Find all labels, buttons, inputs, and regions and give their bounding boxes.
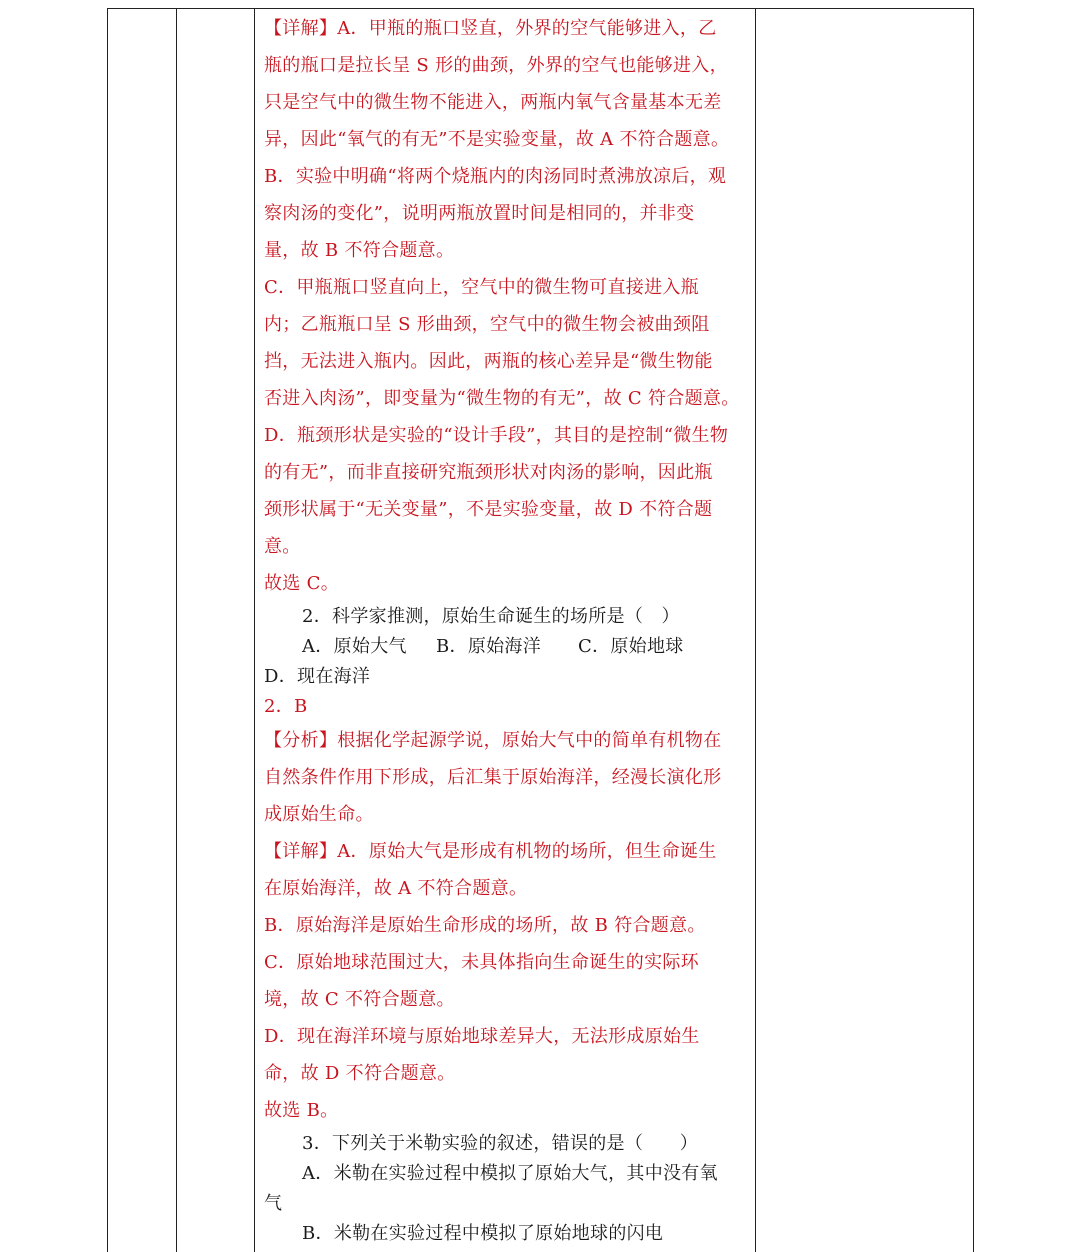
q2-stem: 2．科学家推测，原始生命诞生的场所是（ ） bbox=[302, 606, 680, 627]
q1-detail-line: 否进入肉汤”，即变量为“微生物的有无”，故 C 符合题意。 bbox=[264, 388, 740, 409]
table-top-border bbox=[107, 8, 973, 9]
table-col-border-4 bbox=[755, 8, 756, 1252]
q2-option-d: D．现在海洋 bbox=[264, 666, 371, 687]
table-col-border-3 bbox=[254, 8, 255, 1252]
q2-conclusion: 故选 B。 bbox=[264, 1100, 339, 1121]
table-col-border-2 bbox=[176, 8, 177, 1252]
q1-detail-line: 只是空气中的微生物不能进入，两瓶内氧气含量基本无差 bbox=[264, 92, 722, 113]
q2-detail-line: 命，故 D 不符合题意。 bbox=[264, 1063, 456, 1084]
q1-conclusion: 故选 C。 bbox=[264, 573, 339, 594]
q1-detail-line: 内；乙瓶瓶口呈 S 形曲颈，空气中的微生物会被曲颈阻 bbox=[264, 314, 710, 335]
q1-detail-line: 察肉汤的变化”，说明两瓶放置时间是相同的，并非变 bbox=[264, 203, 695, 224]
q2-detail-line: 境，故 C 不符合题意。 bbox=[264, 989, 455, 1010]
q3-option-a: A．米勒在实验过程中模拟了原始大气，其中没有氧 bbox=[302, 1163, 718, 1184]
q1-detail-line: 的有无”，而非直接研究瓶颈形状对肉汤的影响，因此瓶 bbox=[264, 462, 713, 483]
q1-detail-line: 异，因此“氧气的有无”不是实验变量，故 A 不符合题意。 bbox=[264, 129, 730, 150]
q3-question bbox=[264, 1129, 744, 1249]
q2-solution bbox=[264, 692, 744, 1129]
q2-question bbox=[264, 602, 744, 692]
q2-option-a: A．原始大气 bbox=[302, 636, 407, 657]
q2-detail-line: C．原始地球范围过大，未具体指向生命诞生的实际环 bbox=[264, 952, 699, 973]
q2-options-row bbox=[264, 632, 744, 662]
q3-option-a-continued: 气 bbox=[264, 1193, 283, 1214]
q1-detail-line: D．瓶颈形状是实验的“设计手段”，其目的是控制“微生物 bbox=[264, 425, 729, 446]
q1-detail-line: 量，故 B 不符合题意。 bbox=[264, 240, 455, 261]
q1-detail-line: 意。 bbox=[264, 536, 301, 557]
q2-detail-line: B．原始海洋是原始生命形成的场所，故 B 符合题意。 bbox=[264, 915, 706, 936]
q3-option-b: B．米勒在实验过程中模拟了原始地球的闪电 bbox=[302, 1223, 664, 1244]
q1-detail-line: 【详解】A．甲瓶的瓶口竖直，外界的空气能够进入，乙 bbox=[264, 18, 717, 39]
q2-analysis-line: 自然条件作用下形成，后汇集于原始海洋，经漫长演化形 bbox=[264, 767, 722, 788]
q2-option-b: B．原始海洋 bbox=[436, 636, 542, 657]
q2-analysis-line: 【分析】根据化学起源学说，原始大气中的简单有机物在 bbox=[264, 730, 722, 751]
q2-option-c: C．原始地球 bbox=[578, 636, 684, 657]
content-cell bbox=[264, 10, 744, 1249]
q1-detail-line: 挡，无法进入瓶内。因此，两瓶的核心差异是“微生物能 bbox=[264, 351, 713, 372]
q2-answer: 2．B bbox=[264, 696, 308, 717]
q1-detail bbox=[264, 10, 744, 602]
q1-detail-line: 颈形状属于“无关变量”，不是实验变量，故 D 不符合题 bbox=[264, 499, 713, 520]
q2-detail-line: D．现在海洋环境与原始地球差异大，无法形成原始生 bbox=[264, 1026, 700, 1047]
q3-stem: 3．下列关于米勒实验的叙述，错误的是（ ） bbox=[302, 1133, 699, 1154]
table-col-border-5 bbox=[973, 8, 974, 1252]
q2-analysis-line: 成原始生命。 bbox=[264, 804, 374, 825]
q2-detail-line: 在原始海洋，故 A 不符合题意。 bbox=[264, 878, 528, 899]
q1-detail-line: C．甲瓶瓶口竖直向上，空气中的微生物可直接进入瓶 bbox=[264, 277, 699, 298]
q2-detail-line: 【详解】A．原始大气是形成有机物的场所，但生命诞生 bbox=[264, 841, 717, 862]
q1-detail-line: 瓶的瓶口是拉长呈 S 形的曲颈，外界的空气也能够进入， bbox=[264, 55, 728, 76]
q1-detail-line: B．实验中明确“将两个烧瓶内的肉汤同时煮沸放凉后，观 bbox=[264, 166, 727, 187]
table-col-border-1 bbox=[107, 8, 108, 1252]
